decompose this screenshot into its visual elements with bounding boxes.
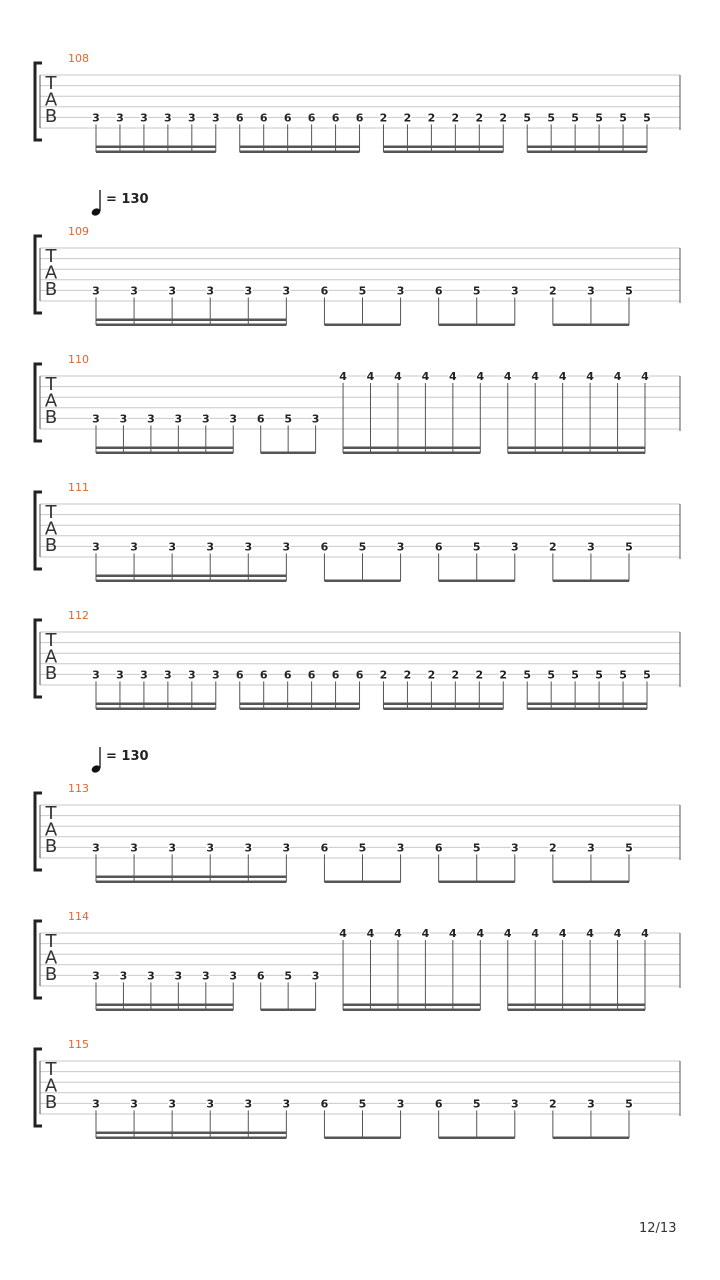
beam xyxy=(343,1009,480,1012)
fret-number: 5 xyxy=(284,969,292,983)
fret-number: 3 xyxy=(282,284,291,298)
beam xyxy=(96,575,286,578)
measure-number: 113 xyxy=(68,782,89,795)
fret-number: 3 xyxy=(311,969,320,983)
beam xyxy=(383,146,503,149)
beam xyxy=(508,447,645,450)
fret-number: 4 xyxy=(586,370,594,383)
fret-number: 2 xyxy=(549,841,557,855)
beam xyxy=(527,146,647,149)
fret-number: 4 xyxy=(366,927,375,940)
fret-number: 5 xyxy=(284,412,292,426)
fret-number: 6 xyxy=(283,111,292,125)
beam xyxy=(96,324,286,327)
measure-number: 110 xyxy=(68,353,89,366)
beam xyxy=(96,447,233,450)
fret-number: 3 xyxy=(244,284,253,298)
beam xyxy=(240,151,360,154)
fret-number: 4 xyxy=(476,927,485,940)
fret-number: 2 xyxy=(403,668,412,682)
beam xyxy=(96,708,216,711)
fret-number: 5 xyxy=(358,284,367,298)
fret-number: 3 xyxy=(510,841,519,855)
fret-number: 4 xyxy=(421,370,430,383)
beam xyxy=(96,580,286,583)
beam xyxy=(324,1137,400,1140)
fret-number: 4 xyxy=(449,370,457,383)
fret-number: 3 xyxy=(206,1097,215,1111)
fret-number: 4 xyxy=(641,370,649,383)
fret-number: 4 xyxy=(586,927,594,940)
fret-number: 6 xyxy=(307,111,316,125)
fret-number: 5 xyxy=(625,841,633,855)
fret-number: 5 xyxy=(472,284,481,298)
beam xyxy=(96,452,233,455)
tab-clef-letter: A xyxy=(44,518,58,540)
fret-number: 3 xyxy=(92,1097,100,1111)
fret-number: 6 xyxy=(259,668,268,682)
fret-number: 3 xyxy=(130,1097,138,1111)
fret-number: 6 xyxy=(434,284,443,298)
beam xyxy=(527,708,647,711)
beam xyxy=(240,708,360,711)
tab-clef-letter: B xyxy=(44,106,58,127)
fret-number: 2 xyxy=(475,668,484,682)
fret-number: 3 xyxy=(140,111,148,125)
beam xyxy=(439,1137,515,1140)
beam xyxy=(508,452,645,455)
fret-number: 4 xyxy=(394,927,402,940)
fret-number: 3 xyxy=(396,841,405,855)
fret-number: 5 xyxy=(571,668,579,682)
fret-number: 6 xyxy=(256,969,265,983)
fret-number: 5 xyxy=(358,540,367,554)
fret-number: 2 xyxy=(427,668,436,682)
fret-number: 5 xyxy=(472,841,481,855)
tab-clef-letter: A xyxy=(44,947,58,969)
beam xyxy=(324,324,400,327)
beam xyxy=(324,580,400,583)
fret-number: 3 xyxy=(311,412,320,426)
beam xyxy=(553,881,629,884)
fret-number: 6 xyxy=(331,111,340,125)
tab-clef-letter: T xyxy=(45,803,57,824)
fret-number: 3 xyxy=(206,841,215,855)
tab-clef-letter: B xyxy=(44,1092,58,1113)
beam xyxy=(553,580,629,583)
fret-number: 3 xyxy=(201,969,210,983)
fret-number: 3 xyxy=(587,284,595,298)
fret-number: 2 xyxy=(475,111,484,125)
fret-number: 5 xyxy=(619,111,627,125)
tempo-marking: = 130 xyxy=(106,749,149,764)
tab-clef-letter: A xyxy=(44,1075,58,1097)
fret-number: 3 xyxy=(244,540,253,554)
beam xyxy=(324,881,400,884)
fret-number: 5 xyxy=(547,668,556,682)
fret-number: 3 xyxy=(244,1097,253,1111)
fret-number: 4 xyxy=(339,370,347,383)
fret-number: 6 xyxy=(320,841,329,855)
fret-number: 3 xyxy=(119,969,128,983)
tab-clef-letter: T xyxy=(45,1059,57,1080)
fret-number: 6 xyxy=(283,668,292,682)
fret-number: 2 xyxy=(549,1097,557,1111)
tab-clef-letter: T xyxy=(45,246,57,267)
fret-number: 3 xyxy=(92,111,100,125)
fret-number: 2 xyxy=(427,111,436,125)
beam xyxy=(383,708,503,711)
tab-clef-letter: T xyxy=(45,931,57,952)
beam xyxy=(343,1004,480,1007)
beam xyxy=(240,146,360,149)
fret-number: 6 xyxy=(235,668,244,682)
fret-number: 3 xyxy=(187,668,196,682)
fret-number: 2 xyxy=(549,284,557,298)
tab-clef-letter: T xyxy=(45,73,57,94)
fret-number: 2 xyxy=(451,668,460,682)
beam xyxy=(96,319,286,322)
fret-number: 6 xyxy=(355,111,364,125)
beam xyxy=(439,324,515,327)
fret-number: 3 xyxy=(587,841,595,855)
tab-system-112 xyxy=(35,609,680,710)
tab-system-115 xyxy=(35,1038,680,1139)
measure-number: 111 xyxy=(68,481,89,494)
fret-number: 6 xyxy=(307,668,316,682)
fret-number: 6 xyxy=(434,1097,443,1111)
fret-number: 6 xyxy=(256,412,265,426)
fret-number: 4 xyxy=(394,370,402,383)
fret-number: 4 xyxy=(531,370,540,383)
fret-number: 2 xyxy=(451,111,460,125)
fret-number: 4 xyxy=(339,927,347,940)
fret-number: 5 xyxy=(595,111,603,125)
tab-clef-letter: B xyxy=(44,407,58,428)
beam xyxy=(343,452,480,455)
fret-number: 3 xyxy=(201,412,210,426)
fret-number: 4 xyxy=(613,370,622,383)
tab-system-110 xyxy=(35,353,680,454)
tab-system-108 xyxy=(35,52,680,153)
fret-number: 3 xyxy=(211,111,220,125)
measure-number: 115 xyxy=(68,1038,89,1051)
fret-number: 2 xyxy=(379,111,388,125)
fret-number: 3 xyxy=(396,1097,405,1111)
fret-number: 6 xyxy=(331,668,340,682)
beam xyxy=(261,1009,316,1012)
measure-number: 108 xyxy=(68,52,89,65)
beam xyxy=(439,881,515,884)
tab-clef-letter: B xyxy=(44,663,58,684)
beam xyxy=(343,447,480,450)
fret-number: 5 xyxy=(523,111,532,125)
fret-number: 3 xyxy=(164,668,172,682)
tab-system-111 xyxy=(35,481,680,582)
fret-number: 6 xyxy=(434,841,443,855)
beam xyxy=(96,881,286,884)
fret-number: 5 xyxy=(625,284,633,298)
fret-number: 6 xyxy=(320,1097,329,1111)
fret-number: 6 xyxy=(320,540,329,554)
beam xyxy=(527,151,647,154)
beam xyxy=(527,703,647,706)
fret-number: 3 xyxy=(510,540,519,554)
fret-number: 3 xyxy=(168,284,176,298)
fret-number: 3 xyxy=(229,412,238,426)
measure-number: 114 xyxy=(68,910,89,923)
fret-number: 2 xyxy=(499,668,508,682)
fret-number: 2 xyxy=(499,111,508,125)
fret-number: 3 xyxy=(206,540,215,554)
fret-number: 3 xyxy=(116,668,124,682)
tab-clef-letter: A xyxy=(44,646,58,668)
fret-number: 3 xyxy=(130,841,138,855)
tab-clef-letter: T xyxy=(45,374,57,395)
fret-number: 4 xyxy=(421,927,430,940)
tab-clef-letter: B xyxy=(44,964,58,985)
fret-number: 6 xyxy=(235,111,244,125)
fret-number: 4 xyxy=(449,927,457,940)
fret-number: 3 xyxy=(206,284,215,298)
fret-number: 3 xyxy=(119,412,128,426)
fret-number: 3 xyxy=(92,540,100,554)
fret-number: 3 xyxy=(147,969,155,983)
beam xyxy=(96,703,216,706)
fret-number: 6 xyxy=(434,540,443,554)
fret-number: 3 xyxy=(174,969,183,983)
fret-number: 4 xyxy=(503,927,512,940)
fret-number: 3 xyxy=(587,540,595,554)
fret-number: 5 xyxy=(571,111,579,125)
beam xyxy=(240,703,360,706)
beam xyxy=(96,876,286,879)
fret-number: 3 xyxy=(116,111,124,125)
tab-clef-letter: T xyxy=(45,630,57,651)
beam xyxy=(96,146,216,149)
beam xyxy=(96,1132,286,1135)
tab-clef-letter: A xyxy=(44,262,58,284)
fret-number: 4 xyxy=(558,370,567,383)
tab-system-114 xyxy=(35,910,680,1011)
fret-number: 3 xyxy=(244,841,253,855)
fret-number: 4 xyxy=(503,370,512,383)
measure-number: 112 xyxy=(68,609,89,622)
fret-number: 3 xyxy=(130,540,138,554)
beam xyxy=(383,703,503,706)
fret-number: 2 xyxy=(403,111,412,125)
fret-number: 3 xyxy=(92,841,100,855)
fret-number: 4 xyxy=(558,927,567,940)
beam xyxy=(553,1137,629,1140)
fret-number: 6 xyxy=(259,111,268,125)
beam xyxy=(261,452,316,455)
beam xyxy=(508,1004,645,1007)
measure-number: 109 xyxy=(68,225,89,238)
tab-clef-letter: T xyxy=(45,502,57,523)
fret-number: 5 xyxy=(625,1097,633,1111)
fret-number: 5 xyxy=(358,1097,367,1111)
fret-number: 3 xyxy=(396,284,405,298)
fret-number: 5 xyxy=(358,841,367,855)
tab-system-109 xyxy=(35,190,680,326)
fret-number: 5 xyxy=(547,111,556,125)
fret-number: 4 xyxy=(613,927,622,940)
fret-number: 3 xyxy=(168,540,176,554)
fret-number: 3 xyxy=(282,540,291,554)
fret-number: 3 xyxy=(140,668,148,682)
fret-number: 3 xyxy=(92,969,100,983)
beam xyxy=(553,324,629,327)
fret-number: 3 xyxy=(211,668,220,682)
fret-number: 5 xyxy=(523,668,532,682)
tab-clef-letter: B xyxy=(44,836,58,857)
fret-number: 2 xyxy=(549,540,557,554)
fret-number: 6 xyxy=(320,284,329,298)
beam xyxy=(96,1009,233,1012)
fret-number: 5 xyxy=(643,111,651,125)
beam xyxy=(96,151,216,154)
fret-number: 3 xyxy=(510,284,519,298)
tempo-marking: = 130 xyxy=(106,192,149,207)
tab-system-113 xyxy=(35,747,680,883)
fret-number: 3 xyxy=(130,284,138,298)
fret-number: 3 xyxy=(174,412,183,426)
fret-number: 4 xyxy=(476,370,485,383)
fret-number: 5 xyxy=(472,540,481,554)
beam xyxy=(439,580,515,583)
tab-clef-letter: A xyxy=(44,390,58,412)
fret-number: 3 xyxy=(92,668,100,682)
tab-clef-letter: A xyxy=(44,89,58,111)
beam xyxy=(383,151,503,154)
beam xyxy=(96,1004,233,1007)
page-number: 12/13 xyxy=(639,1221,677,1236)
fret-number: 4 xyxy=(531,927,540,940)
fret-number: 5 xyxy=(619,668,627,682)
fret-number: 3 xyxy=(168,1097,176,1111)
fret-number: 5 xyxy=(625,540,633,554)
beam xyxy=(96,1137,286,1140)
fret-number: 3 xyxy=(164,111,172,125)
fret-number: 3 xyxy=(229,969,238,983)
fret-number: 3 xyxy=(92,284,100,298)
fret-number: 3 xyxy=(587,1097,595,1111)
fret-number: 3 xyxy=(282,841,291,855)
fret-number: 2 xyxy=(379,668,388,682)
fret-number: 5 xyxy=(595,668,603,682)
fret-number: 3 xyxy=(168,841,176,855)
tab-clef-letter: B xyxy=(44,279,58,300)
fret-number: 5 xyxy=(643,668,651,682)
fret-number: 6 xyxy=(355,668,364,682)
fret-number: 3 xyxy=(396,540,405,554)
fret-number: 3 xyxy=(187,111,196,125)
fret-number: 4 xyxy=(366,370,375,383)
fret-number: 5 xyxy=(472,1097,481,1111)
fret-number: 3 xyxy=(510,1097,519,1111)
fret-number: 3 xyxy=(92,412,100,426)
fret-number: 4 xyxy=(641,927,649,940)
fret-number: 3 xyxy=(282,1097,291,1111)
fret-number: 3 xyxy=(147,412,155,426)
tab-clef-letter: A xyxy=(44,819,58,841)
beam xyxy=(508,1009,645,1012)
tab-clef-letter: B xyxy=(44,535,58,556)
